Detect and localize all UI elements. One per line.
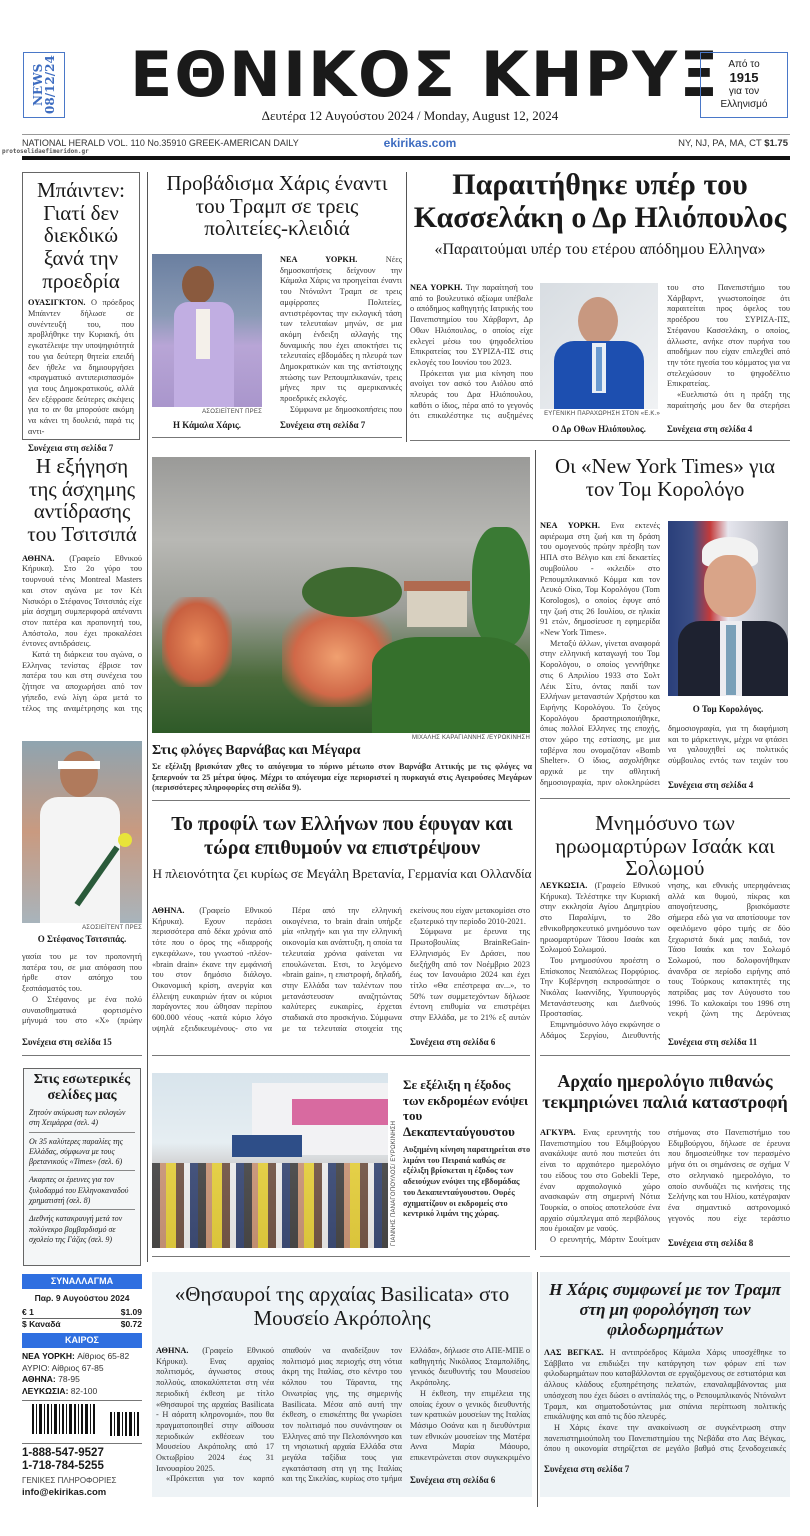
exchange-rate-row bbox=[22, 1319, 142, 1330]
column-divider bbox=[147, 172, 148, 1262]
article-body: Ελλάδα», δήλωσε στο ΑΠΕ-ΜΠΕ ο καθηγητής Νικόλαος Σταμπολίδης, γενικός διευθυντής του Μουσείου Ακρόπολης. Η έκθεση, την επιμέλεια της οποίας έχουν ο γενικός διευθυντής των κρατικών μουσείων της Ιταλίας Μάσιμο Οσάνα και η διευθύντρια των εθνικών μουσείων της Ματέρα Αννα Μαρία Μάουρο, επικεντρώνεται στον συγκεκριμένο bbox=[410, 1346, 530, 1463]
weather-value: Αίθριος 67-85 bbox=[51, 1362, 104, 1373]
currency-label: € 1 bbox=[22, 1307, 34, 1317]
photo-credit: ΑΣΟΣΙΕΪΤΕΝΤ ΠΡΕΣ bbox=[82, 925, 142, 931]
section-divider bbox=[152, 1256, 530, 1257]
inside-pages-title: Στις εσωτερικές σελίδες μας bbox=[33, 1072, 131, 1103]
website-link[interactable]: ekirikas.com bbox=[383, 136, 457, 150]
article-body: ΝΕΑ ΥΟΡΚΗ. Νέες δημοσκοπήσεις δείχνουν την Κάμαλα Χάρις να προηγείται έναντι του Ντόναλντ Τραμπ σε τρεις αμφίρροπες Πολιτείες, αντιστρέφοντας την εκλογική τάση των τελευταίων μηνών, σε μια ακόμη ένδειξη αλλαγής της δυναμικής που έχει αποκτήσει τις τελευταίες εβδομάδες η πλευρά των Δημοκρατικών και της αντίστοιχης πτώσης των Ρεπουμπλικανών, τρεις μήνες πριν τις αμερικανικές προεδρικές εκλογές. Σύμφωνα με δημοσκοπήσεις που bbox=[280, 255, 402, 416]
continue-link[interactable]: Συνέχεια στη σελίδα 8 bbox=[668, 1238, 754, 1248]
currency-value: $1.09 bbox=[120, 1307, 142, 1317]
weather-value: 78-95 bbox=[58, 1374, 80, 1384]
continue-link[interactable]: Συνέχεια στη σελίδα 4 bbox=[667, 424, 753, 434]
article-biden[interactable] bbox=[22, 172, 140, 454]
article-body: ΑΘΗΝΑ. (Γραφείο Εθνικού Κήρυκα). Εχουν περάσει περισσότερα από δέκα χρόνια από τότε που ο όρος της «διαρροής εγκεφάλων», του γνωστού -πλέον- «brain drain» έκανε την εμφάνισή του στον δημόσιο διάλογο. Οικονομική κρίση, ανεργία και έλλειψη ευκαιριών ήταν οι κύριοι παράγοντες που ώθησαν περίπου 600.000 νέους -κατά κύριο λόγο υψηλά εξειδικευμένους- στο να bbox=[152, 906, 272, 1033]
continue-link[interactable]: Συνέχεια στη σελίδα 4 bbox=[668, 780, 754, 790]
watermark: protoselidaefimeridon.gr bbox=[2, 148, 89, 155]
article-body: ΝΕΑ ΥΟΡΚΗ. Την παραίτησή του από το βουλευτικό αξίωμα υπέβαλε ο απόδημος καθηγητής Ιατρικής του Πανεπιστημίου του Χάρβαρντ, Δρ Οθων Ηλιόπουλος, ο οποίος είχε εκλεγεί μέσω του ψηφοδελτίου Επικρατείας του ΣΥΡΙΖΑ-ΠΣ στις εκλογές του Ιουνίου του 2023. Πρόκειται για μια κίνηση που ανοίγει τον ασκό του Αιόλου από πλευράς του Δρα Ηλιόπουλου, καθότι ο ίδιος, πέρα από το γεγονός ότι επικαλέστηκε τις αυξημένες bbox=[410, 283, 533, 421]
article-brain-drain[interactable] bbox=[152, 812, 532, 882]
weather-row bbox=[22, 1386, 142, 1398]
headline[interactable]: Αρχαίο ημερολόγιο πιθανώς τεκμηριώνει παλιά καταστροφή bbox=[542, 1071, 788, 1112]
header-thick-rule bbox=[22, 156, 790, 160]
photo-othon-iliopoulos bbox=[540, 283, 658, 409]
headline[interactable]: Η Χάρις συμφωνεί με τον Τραμπ στη μη φορολόγηση των φιλοδωρημάτων bbox=[549, 1280, 781, 1339]
section-divider bbox=[22, 1443, 142, 1444]
article-tsitsipas[interactable] bbox=[22, 455, 142, 714]
phone-2[interactable]: 1-718-784-5255 bbox=[22, 1460, 104, 1472]
article-body: γασία του με τον προπονητή πατέρα του, σε μια απόφαση που ήρθε στον απόηχο του ξεσπάσματός του. Ο Στέφανος με ένα πολύ συναισθηματικά φορτισμένο μήνυμά του στο «Χ» (πρώην bbox=[22, 952, 142, 1026]
article-body: ΝΕΑ ΥΟΡΚΗ. Ενα εκτενές αφιέρωμα στη ζωή και τη δράση του ομογενούς πρώην πρέσβη των ΗΠΑ στο Βέλγιο και επί δεκαετίες συμβούλου - «κλειδί» στο Ρεπουμπλικανικό Κόμμα και τον Λευκό Οίκο, Τομ Κορολόγου (Tom Korologos), ο οποίος έφυγε από την ζωή στις 26 Ιουλίου, σε ηλικία 91 ετών, δημοσίευσε η εφημερίδα «New York Times». Μεταξύ άλλων, γίνεται αναφορά στην ελληνική καταγωγή του Τομ Κορολόγου, ο οποίος γεννήθηκε στις 6 Απριλίου 1933 στο Σολτ Λέικ Σίτυ, όντας παιδί των Ελλήνων μεταναστών Χρήστου και Ειρήνης Κορολόγου. Το ζεύγος Κορολόγου δραστηριοποιήθηκε, όπως πολλοί Ελληνες της εποχής, στον χώρο της εστίασης, με μια ταβέρνα που ονομαζόταν «Bomb Shelter». Ο ίδιος, ασχολήθηκε αρχικά με την αθλητική δημοσιογραφία, πριν ολοκληρώσει bbox=[540, 521, 660, 787]
article-body: Σε εξέλιξη βρισκόταν χθες το απόγευμα το πύρινο μέτωπο στον Βαρνάβα Αττικής με τις φλόγες να ξεπερνούν τα 25 μέτρα ύψος. Μέχρι το απόγευμα είχε περιοριστεί η πυρκαγιά στις Αγειρούσες Μεγάρων (περισσότερες πληροφορίες στη σελίδα 9). bbox=[152, 762, 532, 793]
article-body: εκείνους που είχαν μετακομίσει στο εξωτερικό την περίοδο 2010-2021. Σύμφωνα με έρευνα της Πρωτοβουλίας BrainReGain-Ελληνισμός Εν Δράσει, που διεξήχθη από τον Νοέμβριο 2023 έως τον Ιανουάριο 2024 και έχει τίτλο «Θα επέστρεφα αν...», το 50% των συμμετεχόντων δήλωσε έντονη επιθυμία να επιστρέψει στην Ελλάδα, με το 21% εξ αυτών bbox=[410, 906, 530, 1023]
article-korologos[interactable] bbox=[540, 455, 790, 500]
photo-credit: ΜΙΧΑΛΗΣ ΚΑΡΑΓΙΑΝΝΗΣ /ΕΥΡΩΚΙΝΗΣΗ bbox=[411, 735, 530, 741]
article-tips[interactable] bbox=[540, 1272, 790, 1497]
photo-port-crowd bbox=[152, 1073, 388, 1248]
exchange-rate-row bbox=[22, 1307, 142, 1319]
article-body: νησης, και εθνικής υπερηφάνειας αλλά και θυμού, πίκρας και απογοήτευσης, βρισκόμαστε σήμερα εδώ για να αποτίσουμε τον οφειλόμενο φόρο τιμής σε δύο ξεχωριστά δικά μας παιδιά, τον Τάσο Ισαάκ και τον Σολωμό Σολωμού, που δολοφονήθηκαν άνανδρα σε περίοδο ειρήνης από τους Τούρκους κατακτητές της πατρίδας μας τον Αύγουστο του 1996. Το καλοκαίρι του 1996 στη νεκρή ζώνη της Δερύνειας bbox=[668, 881, 790, 1019]
continue-link[interactable]: Συνέχεια στη σελίδα 11 bbox=[668, 1037, 758, 1047]
weather-row bbox=[22, 1374, 142, 1386]
continue-link[interactable]: Συνέχεια στη σελίδα 7 bbox=[280, 420, 366, 430]
article-body: Αυξημένη κίνηση παρατηρείται στο λιμάνι του Πειραιά καθώς σε εξέλιξη βρίσκεται η έξοδος των αδειούχων ενόψει της εβδομάδας του Δεκαπενταύγουστου. Ουρές σχηματίζουν οι εκδρομείς στο κεντρικό λιμάνι της χώρας. bbox=[403, 1145, 531, 1219]
section-divider bbox=[152, 437, 402, 438]
subheadline: «Παραιτούμαι υπέρ του ετέρου απόδημου Ελληνα» bbox=[434, 241, 766, 258]
photo-tom-korologos bbox=[668, 521, 788, 696]
headline[interactable]: «Θησαυροί της αρχαίας Basilicata» στο Μουσείο Ακρόπολης bbox=[174, 1282, 510, 1330]
headline[interactable]: Το προφίλ των Ελλήνων που έφυγαν και τώρα επιθυμούν να επιστρέψουν bbox=[171, 813, 513, 859]
phone-numbers bbox=[22, 1447, 104, 1473]
article-body: του στο Πανεπιστήμιο του Χάρβαρντ, γνωστοποίησε ότι παραιτείται προς όφελος του προέδρου του ΣΥΡΙΖΑ-ΠΣ, Στέφανου Κασσελάκη, ο οποίος, άλλωστε, ανήκε στον πυρήνα του αποδήμων που είχαν επιλεχθεί από την τότε ηγεσία του κόμματος για να στελεχώσουν το ψηφοδέλτιο Επικρατείας. «Ευελπιστώ ότι η πράξη της παραίτησής μου δεν θα στερήσει bbox=[667, 283, 790, 410]
date-stamp: NEWS 08/12/24 bbox=[23, 52, 65, 118]
price-info: NY, NJ, PA, MA, CT $1.75 bbox=[678, 138, 788, 149]
article-body: ΑΘΗΝΑ. (Γραφείο Εθνικού Κήρυκα). Ενας αρχαίος πολιτισμός, άγνωστος στους πολλούς, αποκαλύπτεται στη νέα περιοδική έκθεση με τίτλο «Θησαυροί της αρχαίας Basilicata - Η αόρατη κληρονομιά», που θα πραγματοποιηθεί στην αίθουσα περιοδικών εκθέσεων του Μουσείου Ακρόπολης από 17 Οκτωβρίου 2024 έως 31 Ιανουαρίου 2025. «Πρόκειται για τον καρπό bbox=[156, 1346, 274, 1484]
continue-link[interactable]: Συνέχεια στη σελίδα 6 bbox=[410, 1475, 496, 1485]
photo-caption: Ο Τομ Κορολόγος. bbox=[692, 704, 764, 714]
headline[interactable]: Παραιτήθηκε υπέρ του Κασσελάκη ο Δρ Ηλιόπουλος bbox=[413, 168, 787, 234]
column-divider bbox=[535, 450, 536, 1250]
weather-city: ΛΕΥΚΩΣΙΑ: bbox=[22, 1385, 71, 1396]
phone-1[interactable]: 1-888-547-9527 bbox=[22, 1447, 104, 1459]
section-divider bbox=[22, 1055, 142, 1056]
headline[interactable]: Οι «New York Times» για τον Τομ Κορολόγο bbox=[554, 454, 776, 501]
since-badge: Από το 1915 για τον Ελληνισμό bbox=[700, 52, 788, 118]
photo-stefanos-tsitsipas bbox=[22, 741, 142, 923]
inside-pages-item[interactable]: Οι 35 καλύτερες παραλίες της Ελλάδας, σύμφωνα με τους βρετανικούς «Times» (σελ. 6) bbox=[29, 1133, 135, 1172]
headline[interactable]: Μπάιντεν: Γιατί δεν διεκδικώ ξανά την προεδρία bbox=[36, 178, 125, 293]
photo-wildfire bbox=[152, 457, 530, 733]
weather-row bbox=[22, 1351, 142, 1363]
masthead-logo[interactable]: ΕΘΝΙΚΟΣ ΚΗΡΥΞ bbox=[130, 38, 721, 111]
article-body: στήμονας στο Πανεπιστήμιο του Εδιμβούργου, δήλωσε σε έρευνα που δημοσιεύθηκε τον περασμένο μήνα ότι οι σημάνσεις σε σχήμα V στο σεληνιακό ημερολόγιο, το οποίο συνδυάζει τις κινήσεις της Σελήνης και του Ηλίου, κατέγραψαν ένα σημαντικό αστρονομικό γεγονός που είχε τεράστιο bbox=[668, 1128, 790, 1223]
section-divider bbox=[152, 800, 530, 801]
inside-pages-box bbox=[23, 1068, 141, 1266]
email-link[interactable]: info@ekirikas.com bbox=[22, 1487, 107, 1498]
article-harris-lead[interactable] bbox=[152, 172, 402, 240]
header-divider bbox=[22, 134, 790, 135]
weather-value: Αίθριος 65-82 bbox=[77, 1351, 130, 1361]
section-divider bbox=[410, 440, 790, 441]
weather-city: ΑΥΡΙΟ: bbox=[22, 1362, 52, 1373]
photo-credit: ΓΙΑΝΝΗΣ ΠΑΝΑΓΟΠΟΥΛΟΣ/ ΕΥΡΩΚΙΝΗΣΗ bbox=[391, 1120, 397, 1246]
article-body: σπαθούν να αναδείξουν τον πολιτισμό μιας περιοχής στη νότια άκρη της Ιταλίας, στο κέντρο του κόλπου του Τάραντα, της Οινωτρίας γης, της σημερινής Basilicata. Μέσα από αυτή την έκθεση, ο επισκέπτης θα γνωρίσει τον πολιτισμό που συνάντησαν οι Έλληνες από την Πελοπόννησο και τη νησιωτική αρχαία Ελλάδα στα μεγάλα ταξίδια τους για εγκατάσταση στη γη της Ιταλίας και της Σικελίας, κυρίως στο τμήμα bbox=[282, 1346, 402, 1484]
continue-link[interactable]: Συνέχεια στη σελίδα 6 bbox=[410, 1037, 496, 1047]
exchange-rates bbox=[22, 1307, 142, 1330]
photo-caption: Η Κάμαλα Χάρις. bbox=[172, 420, 242, 430]
column-divider bbox=[537, 1272, 538, 1507]
exchange-header: ΣΥΝΑΛΛΑΓΜΑ bbox=[22, 1274, 142, 1289]
article-body: Πέρα από την ελληνική οικογένεια, το brain drain υπήρξε μία «πληγή» και για την ελληνική οικονομία και ανάπτυξη, η οποία τα τελευταία χρόνια φαίνεται να επουλώνεται. Ετσι, το λεγόμενο «brain gain», η επιστροφή, δηλαδή, στην Ελλάδα των ταλέντων που μετανάστευσαν αναζητώντας καλύτερες ευκαιρίες, έρχεται σταδιακά στο προσκήνιο. Σύμφωνα με τα τελευταία στοιχεία της bbox=[282, 906, 402, 1033]
section-divider bbox=[152, 1055, 530, 1056]
article-body: ΟΥΑΣΙΓΚΤΟΝ. Ο πρόεδρος Μπάιντεν δήλωσε σε συνέντευξή του, που προβλήθηκε την Κυριακή, ότι εγκατέλειψε την υποψηφιότητά του για δεύτερη θητεία επειδή δεν ήθελε να δημιουργήσει «πραγματικό αντιπερισπασμό» για τους Δημοκρατικούς, αλλά δεν εξέφρασε δεύτερες σκέψεις για το αν θα μπορούσε ακόμη να κάνει τη δουλειά, παρά τις αντι- bbox=[28, 298, 134, 436]
headline[interactable]: Προβάδισμα Χάρις έναντι του Τραμπ σε τρεις πολιτείες-κλειδιά bbox=[166, 171, 388, 241]
article-fires[interactable] bbox=[152, 743, 532, 794]
headline[interactable]: Η εξήγηση της άσχημης αντίδρασης του Τσιτσιπά bbox=[27, 454, 137, 547]
continue-link[interactable]: Συνέχεια στη σελίδα 7 bbox=[28, 443, 114, 454]
headline[interactable]: Στις φλόγες Βαρνάβας και Μέγαρα bbox=[152, 743, 361, 758]
inside-pages-list bbox=[29, 1104, 135, 1248]
exchange-date: Παρ. 9 Αυγούστου 2024 bbox=[34, 1293, 130, 1303]
currency-value: $0.72 bbox=[120, 1319, 142, 1329]
weather-city: ΑΘΗΝΑ: bbox=[22, 1374, 59, 1384]
headline[interactable]: Μνημόσυνο των ηρωομαρτύρων Ισαάκ και Σολωμού bbox=[555, 811, 775, 881]
article-memorial[interactable] bbox=[540, 812, 790, 880]
article-body: ΑΘΗΝΑ. (Γραφείο Εθνικού Κήρυκα). Στο 2ο γύρο του τουρνουά τένις Montreal Masters και στον αγώνα με τον Κέι Νισικόρι ο Στέφανος Τσιτσιπάς είχε μία άσχημη συμπεριφορά απέναντι στον πατέρα και προπονητή του, Απόστολο, που έχει προκαλέσει έντονες αντιδράσεις. Κατά τη διάρκεια του αγώνα, ο Ελληνας τενίστας έβρισε τον πατέρα του και στη συνέχεια του ζήτησε να αποχωρήσει από τον γήπεδο, ενώ λίγη ώρα μετά το τέλος της αναμέτρησης και της bbox=[22, 553, 142, 713]
headline[interactable]: Σε εξέλιξη η έξοδος των εκδρομέων ενόψει του Δεκαπενταύγουστου bbox=[403, 1077, 529, 1139]
weather-list bbox=[22, 1351, 142, 1397]
continue-link[interactable]: Συνέχεια στη σελίδα 15 bbox=[22, 1037, 112, 1047]
article-body-continued: Σύμφωνα με δημοσκοπήσεις που bbox=[290, 404, 402, 414]
photo-credit: ΑΣΟΣΙΕΪΤΕΝΤ ΠΡΕΣ bbox=[202, 409, 262, 415]
volume-info: NATIONAL HERALD VOL. 110 No.35910 GREEK-AMERICAN DAILY bbox=[22, 138, 299, 148]
column-divider bbox=[406, 172, 407, 442]
section-divider bbox=[540, 1256, 790, 1257]
weather-row bbox=[22, 1363, 142, 1375]
article-body: ΛΑΣ ΒΕΓΚΑΣ. Η αντιπρόεδρος Κάμαλα Χάρις υποσχέθηκε το Σάββατο να επιδιώξει την κατάργηση των φόρων επί των φιλοδωρημάτων που καταβάλλονται σε εργαζόμενους σε εστιατόρια και άλλους κλάδους εξυπηρέτησης πελατών, επαναλαμβάνοντας μια υπόσχεση που έχει δώσει ο αντίπαλός της, ο Ρεπουμπλικανός Ντόναλντ Τραμπ, και σηματοδοτώντας μια σπάνια περίπτωση πολιτικής επικάλυψης και από τις δύο πλευρές. Η Χάρις έκανε την ανακοίνωση σε συγκέντρωση στην πανεπιστημιούπολη του Πανεπιστημίου της Νεβάδα στο Λας Βέγκας, όπου η οικονομία στηρίζεται σε μεγάλο βαθμό στις ξενοδοχειακές bbox=[544, 1348, 786, 1454]
inside-pages-item[interactable]: Ακαρπες οι έρευνες για τον ξυλοδαρμό του Ελληνοκαναδού χρηματιστή (σελ. 8) bbox=[29, 1171, 135, 1210]
photo-credit: ΕΥΓΕΝΙΚΗ ΠΑΡΑΧΩΡΗΣΗ ΣΤΟΝ «Ε.Κ.» bbox=[544, 411, 660, 417]
weather-value: 82-100 bbox=[70, 1385, 98, 1396]
photo-caption: Ο Δρ Οθων Ηλιόπουλος. bbox=[552, 424, 646, 434]
photo-kamala-harris bbox=[152, 254, 262, 407]
currency-label: $ Καναδά bbox=[22, 1319, 61, 1329]
weather-header: ΚΑΙΡΟΣ bbox=[22, 1333, 142, 1348]
issue-date: Δευτέρα 12 Αυγούστου 2024 / Monday, August 12, 2024 bbox=[261, 108, 559, 123]
continue-link[interactable]: Συνέχεια στη σελίδα 7 bbox=[544, 1464, 630, 1474]
article-body: δημοσιογραφία, για τη διαφήμιση και το μάρκετινγκ, μέχρι να φτάσει να γαλουχηθεί ως πολιτικός σύμβουλος εντός των τειχών του bbox=[668, 724, 788, 766]
article-exodus[interactable] bbox=[403, 1077, 532, 1220]
barcode-icon bbox=[28, 1404, 143, 1440]
article-iliopoulos[interactable] bbox=[410, 168, 790, 259]
weather-city: ΝΕΑ ΥΟΡΚΗ: bbox=[22, 1351, 78, 1361]
subheadline: Η πλειονότητα ζει κυρίως σε Μεγάλη Βρετανία, Γερμανία και Ολλανδία bbox=[152, 866, 532, 881]
inside-pages-item[interactable]: Ζητούν ακύρωση των εκλογών στη Χειμάρρα (σελ. 4) bbox=[29, 1104, 135, 1133]
section-divider bbox=[540, 1055, 790, 1056]
article-calendar[interactable] bbox=[540, 1071, 790, 1113]
photo-caption: Ο Στέφανος Τσιτσιπάς. bbox=[37, 934, 127, 944]
barcode bbox=[28, 1404, 143, 1440]
inside-pages-item[interactable]: Διεθνής κατακραυγή μετά τον πολύνεκρο βομβαρδισμό σε σχολείο της Γάζας (σελ. 9) bbox=[29, 1214, 123, 1244]
article-body: ΑΓΚΥΡΑ. Ενας ερευνητής του Πανεπιστημίου του Εδιμβούργου ανακάλυψε αυτό που πιστεύει ότι είναι το αρχαιότερο ημερολόγιο του είδους του στο Gobekli Tepe, έναν αρχαιολογικό χώρο ανασκαφών στη σημερινή Νότια Τουρκία, ο οποίος αποτελούσε ένα αρχαίο σύμπλεγμα από περιβόλους που έμοιαζαν με ναούς. Ο ερευνητής, Μάρτιν Σουίτμαν bbox=[540, 1128, 660, 1245]
article-body: ΛΕΥΚΩΣΙΑ. (Γραφείο Εθνικού Κήρυκα). Τελέστηκε την Κυριακή στην εκκλησία Αγίου Δημητρίου στο Παραλίμνι, το 28ο εθνικοθρησκευτικό μνημόσυνο των ηρωομαρτύρων Τάσου Ισαάκ και Σολωμού Σολωμού. Του μνημοσύνου προέστη ο Επίσκοπος Νεαπόλεως Πορφύριος. Την Κυβέρνηση εκπροσώπησε ο Νικόλας Ιωαννίδης, Υφυπουργός Μετανάστευσης και Διεθνούς Προστασίας. Επιμνημόσυνο λόγο εκφώνησε ο Αδάμος Σεργίου, Διευθυντής bbox=[540, 881, 660, 1040]
section-divider bbox=[540, 798, 790, 799]
section-divider bbox=[22, 1400, 142, 1401]
info-label: ΓΕΝΙΚΕΣ ΠΛΗΡΟΦΟΡΙΕΣ bbox=[22, 1476, 117, 1485]
